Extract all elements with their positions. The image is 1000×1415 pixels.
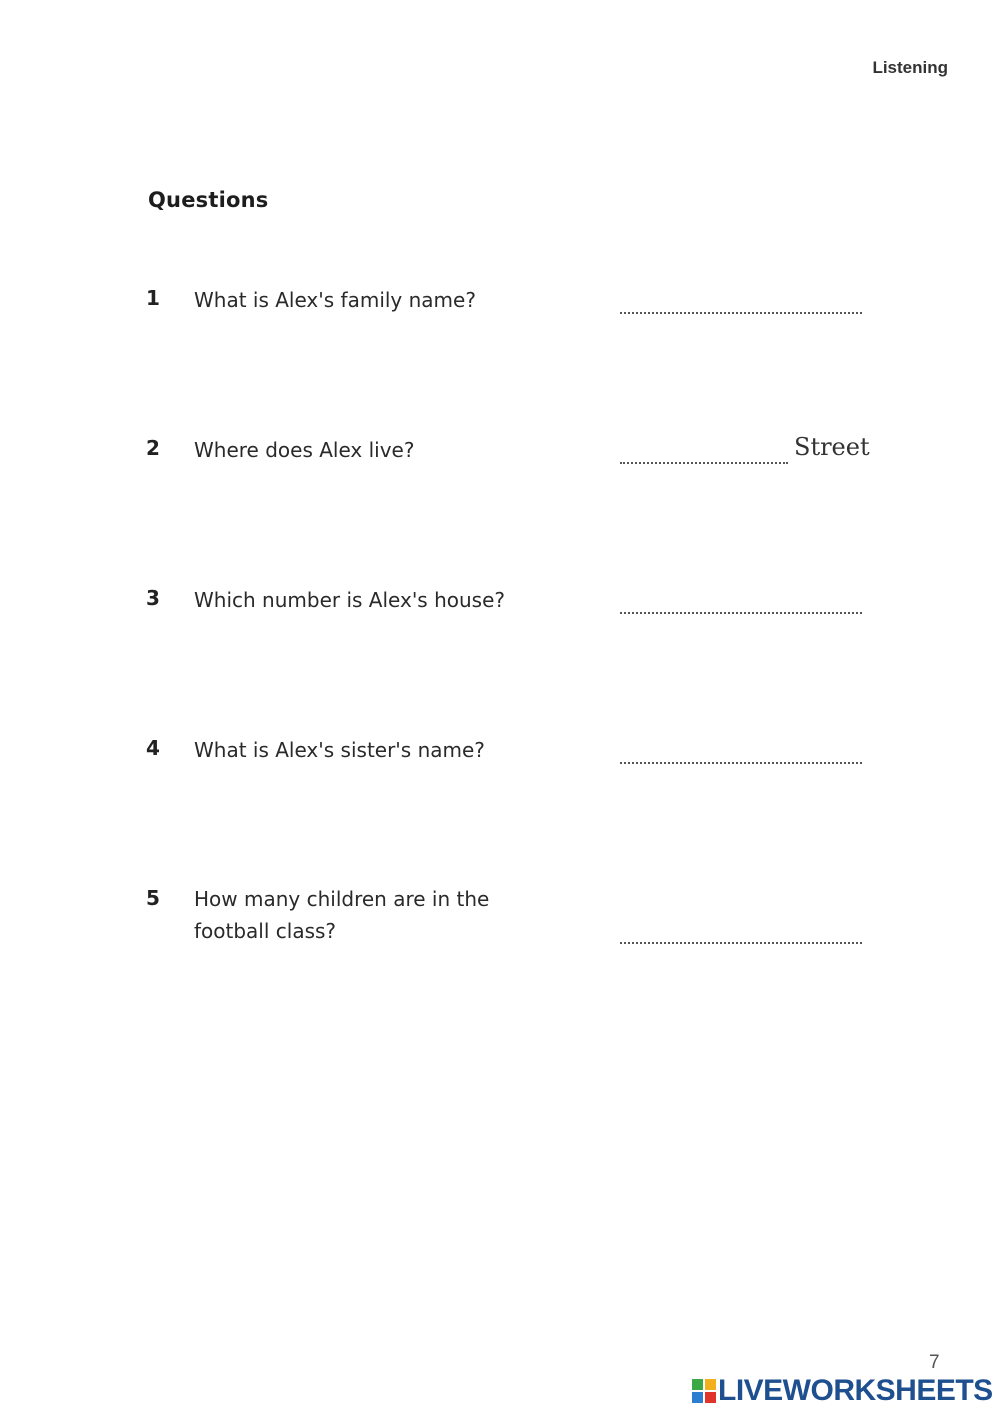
question-2-number: 2	[146, 436, 160, 460]
question-4-answer-field[interactable]	[620, 742, 862, 764]
question-3-text: Which number is Alex's house?	[194, 588, 506, 612]
section-label: Listening	[872, 58, 948, 77]
question-4-text: What is Alex's sister's name?	[194, 738, 485, 762]
question-2-suffix: Street	[794, 433, 870, 461]
question-1-text: What is Alex's family name?	[194, 288, 476, 312]
question-1-answer-field[interactable]	[620, 292, 862, 314]
question-5-answer-field[interactable]	[620, 922, 862, 944]
liveworksheets-logo	[692, 1374, 993, 1408]
question-5-number: 5	[146, 886, 160, 910]
question-2-text: Where does Alex live?	[194, 438, 415, 462]
questions-heading: Questions	[148, 188, 269, 212]
question-5-text: How many children are in the football class?	[194, 887, 490, 943]
brand-name: LIVEWORKSHEETS	[718, 1374, 993, 1407]
liveworksheets-grid-icon	[692, 1379, 716, 1403]
question-3-answer-field[interactable]	[620, 592, 862, 614]
page-number: 7	[929, 1352, 940, 1373]
question-3-number: 3	[146, 586, 160, 610]
question-2-answer-field[interactable]	[620, 442, 788, 464]
question-1-number: 1	[146, 286, 160, 310]
question-4-number: 4	[146, 736, 160, 760]
